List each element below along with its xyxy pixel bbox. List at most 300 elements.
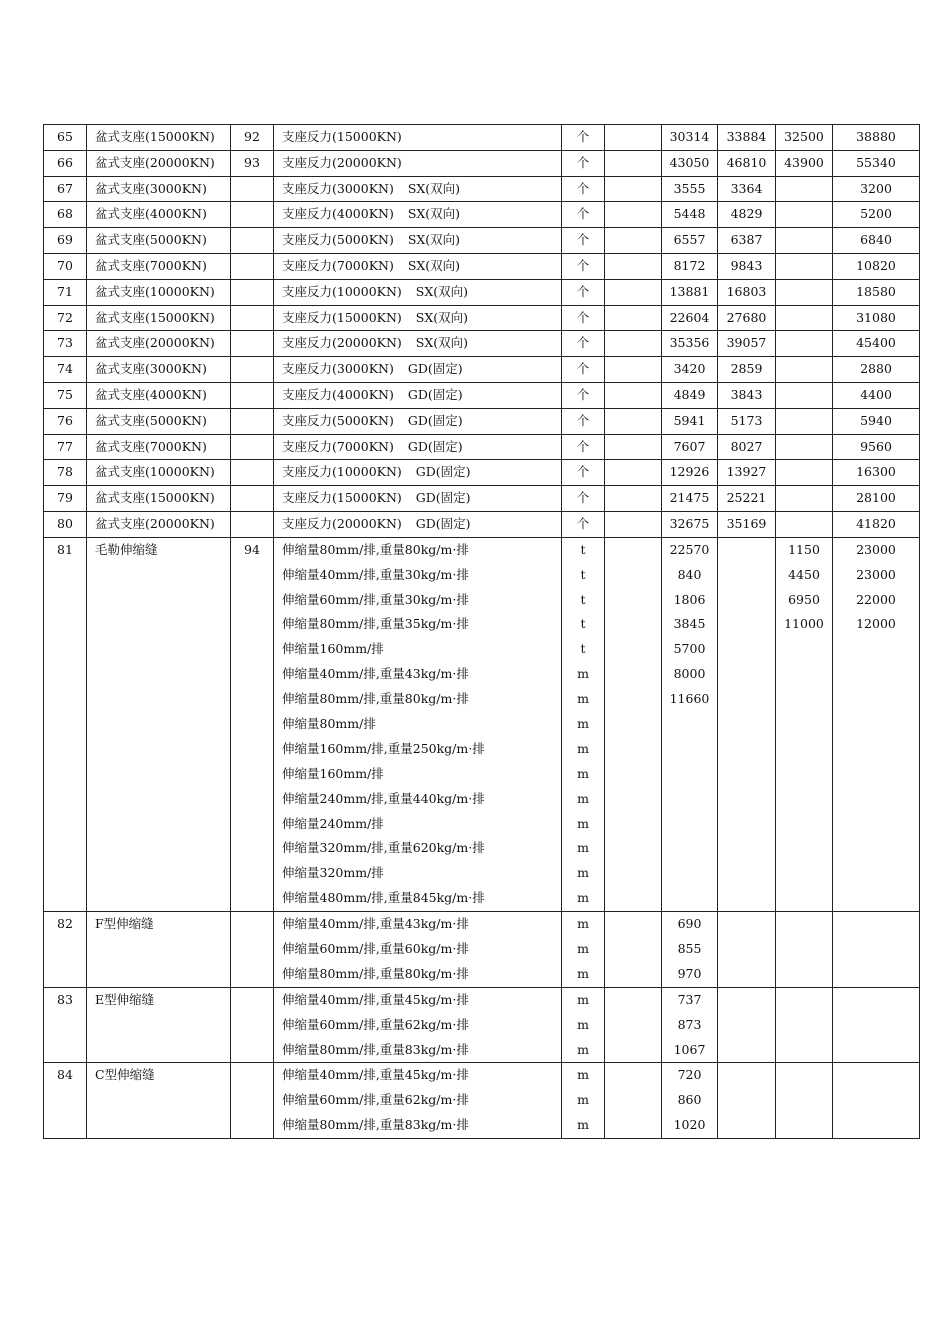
price-col-5-line — [833, 787, 919, 812]
unit: 个 — [562, 202, 605, 228]
price-col-5-line: 12000 — [856, 616, 896, 632]
price-col-1-line — [605, 588, 661, 613]
price-col-3 — [718, 537, 776, 911]
price-col-5-line — [833, 937, 919, 962]
unit-line: m — [577, 691, 589, 707]
price-col-1-line — [605, 712, 661, 737]
item-name — [87, 987, 231, 1063]
item-spec — [274, 125, 562, 151]
table-row — [44, 176, 920, 202]
item-spec-line: 伸缩量160mm/排,重量250kg/m·排 — [282, 740, 485, 756]
price-col-5: 5200 — [833, 202, 920, 228]
price-col-3-line — [718, 861, 775, 886]
item-spec-line: 伸缩量60mm/排,重量62kg/m·排 — [282, 1016, 469, 1032]
price-col-4 — [776, 912, 833, 988]
price-col-1 — [605, 150, 662, 176]
price-col-5: 31080 — [833, 305, 920, 331]
price-col-4 — [776, 228, 833, 254]
spec-type: SX(双向) — [407, 206, 461, 222]
price-col-4-line — [776, 988, 832, 1013]
price-col-1 — [605, 125, 662, 151]
row-number: 75 — [44, 382, 87, 408]
price-col-5 — [833, 537, 920, 911]
unit: 个 — [562, 253, 605, 279]
unit-line: m — [577, 1016, 589, 1032]
item-code — [231, 279, 274, 305]
spec-type: GD(固定) — [407, 361, 463, 377]
spec-text: 支座反力(20000KN) — [282, 154, 402, 170]
price-col-4: 32500 — [776, 125, 833, 151]
price-col-1-line — [605, 988, 661, 1013]
price-col-3-line — [718, 762, 775, 787]
item-code — [231, 987, 274, 1063]
price-col-1 — [605, 912, 662, 988]
item-name-text: C型伸缩缝 — [95, 1067, 155, 1083]
price-col-2: 13881 — [662, 279, 718, 305]
price-col-2: 21475 — [662, 486, 718, 512]
price-col-1 — [605, 511, 662, 537]
item-name: 盆式支座(20000KN) — [87, 150, 231, 176]
price-col-2-line — [662, 836, 717, 861]
unit-line: m — [577, 1041, 589, 1057]
unit-line: m — [577, 890, 589, 906]
spec-type: SX(双向) — [415, 283, 469, 299]
price-col-5-line — [833, 988, 919, 1013]
price-col-4 — [776, 537, 833, 911]
price-col-3: 16803 — [718, 279, 776, 305]
price-col-3-line — [718, 787, 775, 812]
price-col-4-line — [776, 712, 832, 737]
spec-type: SX(双向) — [415, 335, 469, 351]
item-name: 盆式支座(10000KN) — [87, 460, 231, 486]
item-code — [231, 228, 274, 254]
table-row — [44, 331, 920, 357]
item-spec-line: 伸缩量80mm/排,重量80kg/m·排 — [282, 541, 469, 557]
price-col-4-line — [776, 886, 832, 911]
price-col-4-line — [776, 737, 832, 762]
item-name: 盆式支座(5000KN) — [87, 408, 231, 434]
item-spec — [274, 357, 562, 383]
price-col-3-line — [718, 712, 775, 737]
table-row — [44, 305, 920, 331]
price-col-1 — [605, 305, 662, 331]
price-col-2-line: 840 — [677, 566, 702, 582]
table-row — [44, 434, 920, 460]
price-col-5: 45400 — [833, 331, 920, 357]
item-spec-line: 伸缩量240mm/排,重量440kg/m·排 — [282, 790, 485, 806]
item-spec — [274, 279, 562, 305]
item-code-text — [231, 988, 273, 1013]
row-number: 77 — [44, 434, 87, 460]
price-col-1-line — [605, 937, 661, 962]
item-spec — [274, 408, 562, 434]
table-row — [44, 202, 920, 228]
price-col-4-line: 1150 — [788, 541, 820, 557]
price-col-3: 2859 — [718, 357, 776, 383]
item-spec — [274, 912, 562, 988]
price-col-3-line — [718, 1113, 775, 1138]
price-col-5-line — [833, 1038, 919, 1063]
item-name — [87, 1063, 231, 1139]
price-col-1 — [605, 1063, 662, 1139]
price-col-1 — [605, 434, 662, 460]
row-number: 79 — [44, 486, 87, 512]
price-col-1-line — [605, 836, 661, 861]
row-number: 80 — [44, 511, 87, 537]
table-row — [44, 486, 920, 512]
item-code — [231, 253, 274, 279]
row-number — [44, 912, 87, 988]
price-col-3-line — [718, 1063, 775, 1088]
item-spec — [274, 987, 562, 1063]
price-col-5: 38880 — [833, 125, 920, 151]
price-col-4-line — [776, 937, 832, 962]
price-col-2: 6557 — [662, 228, 718, 254]
spec-type: SX(双向) — [407, 257, 461, 273]
item-spec — [274, 150, 562, 176]
price-col-5: 55340 — [833, 150, 920, 176]
price-col-2: 3555 — [662, 176, 718, 202]
price-col-2-line: 11660 — [669, 691, 710, 707]
price-col-3-line — [718, 538, 775, 563]
price-col-3: 3843 — [718, 382, 776, 408]
table-row-group — [44, 987, 920, 1063]
price-col-4-line — [776, 912, 832, 937]
price-table — [43, 124, 920, 1139]
price-col-3 — [718, 987, 776, 1063]
price-col-2: 5448 — [662, 202, 718, 228]
price-col-2 — [662, 1063, 718, 1139]
price-col-1 — [605, 408, 662, 434]
row-number: 72 — [44, 305, 87, 331]
price-col-4-line — [776, 637, 832, 662]
price-col-3-line — [718, 812, 775, 837]
price-col-2: 8172 — [662, 253, 718, 279]
item-spec-line: 伸缩量60mm/排,重量30kg/m·排 — [282, 591, 469, 607]
price-col-3-line — [718, 836, 775, 861]
price-col-5-line: 23000 — [856, 566, 896, 582]
unit — [562, 1063, 605, 1139]
price-col-1-line — [605, 886, 661, 911]
price-col-5: 41820 — [833, 511, 920, 537]
price-col-4-line — [776, 962, 832, 987]
price-col-4-line — [776, 1013, 832, 1038]
item-name: 盆式支座(20000KN) — [87, 331, 231, 357]
table-row-group — [44, 912, 920, 988]
price-col-3-line — [718, 1088, 775, 1113]
price-col-1 — [605, 460, 662, 486]
row-number: 73 — [44, 331, 87, 357]
price-col-4-line — [776, 861, 832, 886]
table-row — [44, 382, 920, 408]
table-row — [44, 511, 920, 537]
price-col-1-line — [605, 662, 661, 687]
price-col-5: 2880 — [833, 357, 920, 383]
price-col-3-line — [718, 637, 775, 662]
item-spec-line: 伸缩量40mm/排,重量45kg/m·排 — [282, 1067, 469, 1083]
price-col-4-line: 4450 — [788, 566, 820, 582]
item-code-text: 94 — [244, 541, 260, 557]
price-col-5-line — [833, 687, 919, 712]
row-number: 70 — [44, 253, 87, 279]
item-spec — [274, 382, 562, 408]
price-col-2-line: 1806 — [673, 591, 706, 607]
unit: 个 — [562, 176, 605, 202]
price-col-2-line: 720 — [677, 1067, 702, 1083]
spec-text: 支座反力(7000KN) — [282, 438, 394, 454]
price-col-5-line — [833, 737, 919, 762]
unit: 个 — [562, 279, 605, 305]
unit-line: m — [577, 765, 589, 781]
item-spec — [274, 434, 562, 460]
item-name: 盆式支座(15000KN) — [87, 305, 231, 331]
price-col-5: 10820 — [833, 253, 920, 279]
spec-text: 支座反力(3000KN) — [282, 361, 394, 377]
price-col-1 — [605, 537, 662, 911]
spec-text: 支座反力(3000KN) — [282, 180, 394, 196]
price-col-2-line: 22570 — [669, 541, 710, 557]
unit: 个 — [562, 331, 605, 357]
item-name-text: F型伸缩缝 — [95, 916, 154, 932]
row-number: 67 — [44, 176, 87, 202]
row-number — [44, 1063, 87, 1139]
spec-text: 支座反力(15000KN) — [282, 129, 402, 144]
row-number: 66 — [44, 150, 87, 176]
item-name: 盆式支座(4000KN) — [87, 382, 231, 408]
item-spec-line: 伸缩量480mm/排,重量845kg/m·排 — [282, 890, 485, 906]
item-spec-line: 伸缩量80mm/排,重量80kg/m·排 — [282, 965, 469, 981]
unit-line: m — [577, 790, 589, 806]
price-col-5-line — [833, 712, 919, 737]
price-col-1-line — [605, 762, 661, 787]
price-col-5-line — [833, 1113, 919, 1138]
item-spec — [274, 176, 562, 202]
price-col-2-line — [662, 861, 717, 886]
item-spec — [274, 486, 562, 512]
unit-line: m — [577, 815, 589, 831]
price-col-3-line — [718, 588, 775, 613]
item-code-text — [231, 912, 273, 937]
price-col-2 — [662, 912, 718, 988]
price-col-2: 32675 — [662, 511, 718, 537]
price-col-2: 12926 — [662, 460, 718, 486]
table-row — [44, 150, 920, 176]
spec-text: 支座反力(20000KN) — [282, 335, 402, 351]
price-col-1 — [605, 176, 662, 202]
price-col-1 — [605, 486, 662, 512]
unit-line: m — [577, 1117, 589, 1133]
item-code-text — [231, 1063, 273, 1088]
unit-line: t — [580, 591, 586, 607]
price-col-4 — [776, 305, 833, 331]
row-number-text: 82 — [57, 916, 73, 932]
price-col-2: 5941 — [662, 408, 718, 434]
price-col-5-line — [833, 886, 919, 911]
price-col-2 — [662, 537, 718, 911]
item-name — [87, 537, 231, 911]
item-spec-line: 伸缩量240mm/排 — [282, 815, 384, 831]
price-col-4-line — [776, 687, 832, 712]
item-name: 盆式支座(3000KN) — [87, 176, 231, 202]
price-col-2-line: 1067 — [673, 1041, 706, 1057]
item-spec-line: 伸缩量40mm/排,重量30kg/m·排 — [282, 566, 469, 582]
price-col-2-line: 3845 — [673, 616, 706, 632]
price-col-2-line: 1020 — [673, 1117, 706, 1133]
item-code — [231, 176, 274, 202]
price-col-4 — [776, 460, 833, 486]
unit-line: m — [577, 715, 589, 731]
item-name: 盆式支座(15000KN) — [87, 125, 231, 151]
spec-text: 支座反力(20000KN) — [282, 515, 402, 531]
unit-line: m — [577, 916, 589, 932]
price-col-5-line — [833, 637, 919, 662]
price-col-2-line — [662, 812, 717, 837]
unit-line: m — [577, 840, 589, 856]
table-row — [44, 357, 920, 383]
price-col-5-line — [833, 1013, 919, 1038]
price-col-1-line — [605, 687, 661, 712]
item-name-text: E型伸缩缝 — [95, 991, 155, 1007]
price-col-3-line — [718, 687, 775, 712]
price-col-3: 13927 — [718, 460, 776, 486]
unit: 个 — [562, 511, 605, 537]
spec-text: 支座反力(15000KN) — [282, 490, 402, 506]
price-col-1-line — [605, 1063, 661, 1088]
item-spec — [274, 1063, 562, 1139]
price-col-4 — [776, 382, 833, 408]
price-col-1-line — [605, 861, 661, 886]
price-col-2 — [662, 987, 718, 1063]
price-col-1 — [605, 279, 662, 305]
item-code — [231, 537, 274, 911]
price-col-3: 46810 — [718, 150, 776, 176]
price-col-4 — [776, 176, 833, 202]
price-col-5: 3200 — [833, 176, 920, 202]
price-col-3: 8027 — [718, 434, 776, 460]
price-col-3: 39057 — [718, 331, 776, 357]
price-col-4: 43900 — [776, 150, 833, 176]
price-col-1-line — [605, 538, 661, 563]
item-spec-line: 伸缩量320mm/排 — [282, 865, 384, 881]
price-col-2: 3420 — [662, 357, 718, 383]
item-spec-line: 伸缩量60mm/排,重量60kg/m·排 — [282, 941, 469, 956]
unit: 个 — [562, 486, 605, 512]
price-col-5 — [833, 987, 920, 1063]
item-spec — [274, 305, 562, 331]
price-col-4 — [776, 987, 833, 1063]
price-col-1 — [605, 382, 662, 408]
price-col-4 — [776, 279, 833, 305]
price-col-4 — [776, 331, 833, 357]
spec-type: SX(双向) — [415, 309, 469, 325]
price-col-2-line: 690 — [677, 916, 702, 932]
row-number: 74 — [44, 357, 87, 383]
item-spec — [274, 537, 562, 911]
price-col-4-line — [776, 812, 832, 837]
unit: 个 — [562, 125, 605, 151]
price-col-4 — [776, 511, 833, 537]
price-col-4-line — [776, 836, 832, 861]
price-col-1-line — [605, 962, 661, 987]
item-name: 盆式支座(7000KN) — [87, 253, 231, 279]
item-spec-line: 伸缩量160mm/排 — [282, 765, 384, 781]
item-spec — [274, 460, 562, 486]
price-col-4 — [776, 253, 833, 279]
price-col-4 — [776, 434, 833, 460]
price-col-5: 28100 — [833, 486, 920, 512]
item-name: 盆式支座(10000KN) — [87, 279, 231, 305]
unit: 个 — [562, 357, 605, 383]
price-col-2: 22604 — [662, 305, 718, 331]
spec-type: GD(固定) — [407, 386, 463, 402]
row-number: 65 — [44, 125, 87, 151]
price-col-1-line — [605, 912, 661, 937]
price-col-2: 7607 — [662, 434, 718, 460]
item-spec-line: 伸缩量40mm/排,重量45kg/m·排 — [282, 991, 469, 1007]
unit-line: t — [580, 541, 586, 557]
price-col-3-line — [718, 886, 775, 911]
unit-line: m — [577, 965, 589, 981]
price-col-5-line — [833, 1088, 919, 1113]
price-col-3-line — [718, 563, 775, 588]
spec-text: 支座反力(10000KN) — [282, 283, 402, 299]
price-col-3: 5173 — [718, 408, 776, 434]
unit-line: m — [577, 666, 589, 682]
unit-line: m — [577, 865, 589, 881]
item-spec-line: 伸缩量80mm/排,重量83kg/m·排 — [282, 1117, 469, 1133]
price-col-4-line: 6950 — [788, 591, 820, 607]
price-col-2-line: 860 — [677, 1092, 702, 1108]
price-col-3-line — [718, 737, 775, 762]
item-spec-line: 伸缩量320mm/排,重量620kg/m·排 — [282, 840, 485, 856]
price-col-4-line — [776, 762, 832, 787]
price-col-3: 4829 — [718, 202, 776, 228]
item-spec — [274, 331, 562, 357]
row-number: 69 — [44, 228, 87, 254]
unit: 个 — [562, 228, 605, 254]
table-row — [44, 279, 920, 305]
table-row-group — [44, 537, 920, 911]
price-col-2: 4849 — [662, 382, 718, 408]
price-col-1-line — [605, 637, 661, 662]
item-spec-line: 伸缩量80mm/排,重量83kg/m·排 — [282, 1041, 469, 1057]
price-col-3-line — [718, 962, 775, 987]
price-col-2: 43050 — [662, 150, 718, 176]
spec-type: GD(固定) — [407, 412, 463, 428]
item-spec — [274, 511, 562, 537]
price-col-3-line — [718, 937, 775, 962]
price-col-3-line — [718, 1013, 775, 1038]
price-col-3: 35169 — [718, 511, 776, 537]
price-col-1 — [605, 253, 662, 279]
item-code — [231, 357, 274, 383]
item-code — [231, 305, 274, 331]
price-col-4-line: 11000 — [784, 616, 824, 632]
price-col-5-line — [833, 912, 919, 937]
row-number-text: 84 — [57, 1067, 73, 1083]
spec-type: SX(双向) — [407, 180, 461, 196]
unit: 个 — [562, 382, 605, 408]
price-col-5-line: 22000 — [856, 591, 896, 607]
item-name: 盆式支座(20000KN) — [87, 511, 231, 537]
unit-line: t — [580, 641, 586, 657]
price-col-4-line — [776, 1063, 832, 1088]
item-name-text: 毛勒伸缩缝 — [95, 541, 158, 557]
price-col-3 — [718, 912, 776, 988]
price-col-3-line — [718, 612, 775, 637]
unit — [562, 537, 605, 911]
item-code — [231, 912, 274, 988]
